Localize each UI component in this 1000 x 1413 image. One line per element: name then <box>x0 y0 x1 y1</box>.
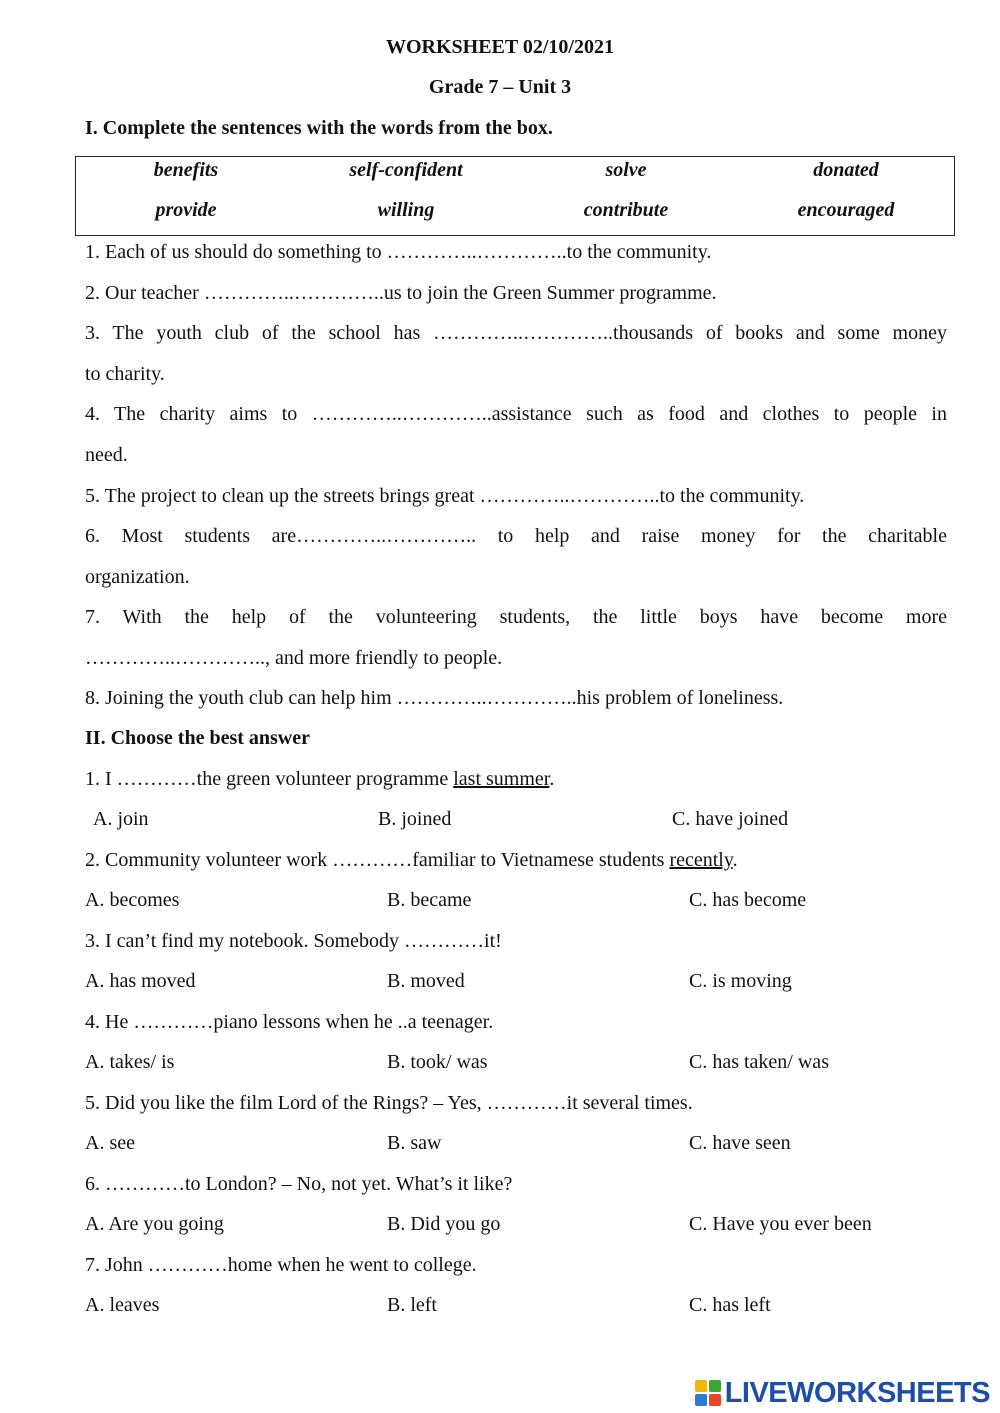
worksheet-subtitle: Grade 7 – Unit 3 <box>428 76 572 98</box>
question-5: 5. Did you like the film Lord of the Rings? – Yes, …………it several times. <box>85 1092 693 1114</box>
section-1-heading: I. Complete the sentences with the words from the box. <box>85 117 553 139</box>
q2-option-a[interactable]: A. becomes <box>85 889 180 911</box>
section-1-sentence-1: 1. Each of us should do something to …………..…………..to the community. <box>85 241 712 263</box>
section-1-sentence-4-cont: need. <box>85 444 128 466</box>
section-1-sentence-5: 5. The project to clean up the streets brings great …………..…………..to the community. <box>85 485 805 507</box>
word-self-confident: self-confident <box>349 159 463 181</box>
section-1-sentence-6-cont: organization. <box>85 566 190 588</box>
section-1-sentence-7: 7. With the help of the volunteering students, the little boys have become more <box>85 606 947 628</box>
q3-option-a[interactable]: A. has moved <box>85 970 196 992</box>
q7-option-c[interactable]: C. has left <box>689 1294 771 1316</box>
section-1-sentence-3: 3. The youth club of the school has …………..…………..thousands of books and some money <box>85 322 947 344</box>
q4-option-c[interactable]: C. has taken/ was <box>689 1051 829 1073</box>
question-2: 2. Community volunteer work …………familiar to Vietnamese students recently. <box>85 849 738 871</box>
q6-option-b[interactable]: B. Did you go <box>387 1213 501 1235</box>
liveworksheets-logo[interactable] <box>695 1376 990 1410</box>
question-3: 3. I can’t find my notebook. Somebody …………it! <box>85 930 502 952</box>
q2-option-c[interactable]: C. has become <box>689 889 807 911</box>
question-4: 4. He …………piano lessons when he ..a teenager. <box>85 1011 494 1033</box>
section-1-sentence-3-cont: to charity. <box>85 363 165 385</box>
q7-option-a[interactable]: A. leaves <box>85 1294 160 1316</box>
q5-option-b[interactable]: B. saw <box>387 1132 442 1154</box>
q1-option-b[interactable]: B. joined <box>378 808 452 830</box>
question-1: 1. I …………the green volunteer programme last summer. <box>85 768 555 790</box>
q1-option-a[interactable]: A. join <box>93 808 149 830</box>
q1-option-c[interactable]: C. have joined <box>672 808 789 830</box>
section-1-sentence-7-cont: …………..………….., and more friendly to people. <box>85 647 503 669</box>
question-2-underlined: recently <box>669 849 733 871</box>
word-contribute: contribute <box>583 199 669 221</box>
section-1-sentence-4: 4. The charity aims to …………..…………..assistance such as food and clothes to people in <box>85 403 947 425</box>
word-solve: solve <box>605 159 647 181</box>
word-donated: donated <box>813 159 879 181</box>
q4-option-a[interactable]: A. takes/ is <box>85 1051 175 1073</box>
q5-option-c[interactable]: C. have seen <box>689 1132 791 1154</box>
q6-option-a[interactable]: A. Are you going <box>85 1213 224 1235</box>
q6-option-c[interactable]: C. Have you ever been <box>689 1213 872 1235</box>
liveworksheets-logo-icon <box>695 1380 721 1406</box>
section-1-sentence-8: 8. Joining the youth club can help him …………..…………..his problem of loneliness. <box>85 687 784 709</box>
section-2-heading: II. Choose the best answer <box>85 727 310 749</box>
q3-option-b[interactable]: B. moved <box>387 970 465 992</box>
word-box <box>75 156 955 236</box>
q4-option-b[interactable]: B. took/ was <box>387 1051 488 1073</box>
word-encouraged: encouraged <box>797 199 895 221</box>
word-provide: provide <box>155 199 217 221</box>
liveworksheets-logo-text: LIVEWORKSHEETS <box>724 1376 990 1409</box>
q5-option-a[interactable]: A. see <box>85 1132 135 1154</box>
section-1-sentence-2: 2. Our teacher …………..…………..us to join the Green Summer programme. <box>85 282 717 304</box>
question-1-underlined: last summer <box>453 768 550 790</box>
q7-option-b[interactable]: B. left <box>387 1294 437 1316</box>
word-benefits: benefits <box>153 159 219 181</box>
question-7: 7. John …………home when he went to college. <box>85 1254 477 1276</box>
section-1-sentence-6: 6. Most students are…………..………….. to help and raise money for the charitable <box>85 525 947 547</box>
question-6: 6. …………to London? – No, not yet. What’s it like? <box>85 1173 513 1195</box>
word-willing: willing <box>377 199 435 221</box>
q2-option-b[interactable]: B. became <box>387 889 472 911</box>
worksheet-title: WORKSHEET 02/10/2021 <box>385 36 614 58</box>
q3-option-c[interactable]: C. is moving <box>689 970 792 992</box>
